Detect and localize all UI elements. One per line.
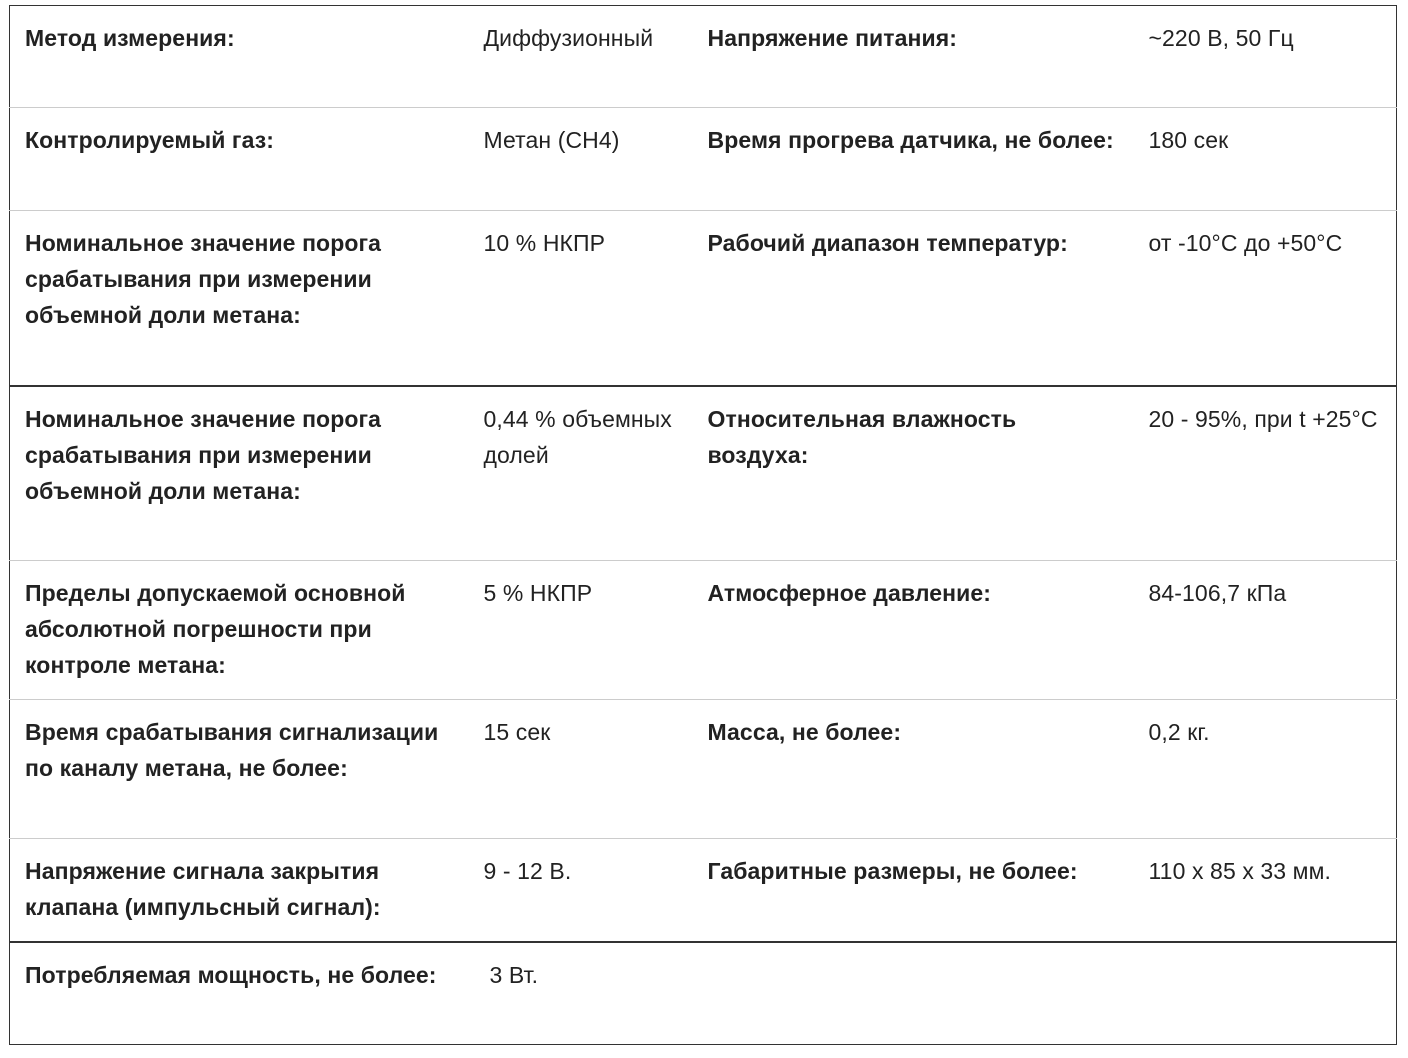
spec-value: 15 сек — [483, 719, 551, 745]
table-row — [10, 700, 1397, 839]
spec-value: 84-106,7 кПа — [1148, 580, 1287, 606]
spec-label: Пределы допускаемой основной абсолютной погрешности при контроле метана: — [25, 580, 406, 678]
specifications-table — [9, 5, 1397, 1045]
spec-value: 10 % НКПР — [483, 230, 606, 256]
spec-label — [10, 386, 469, 561]
spec-value: 180 сек — [1148, 127, 1229, 153]
spec-label: Время срабатывания сигнализации по каналу метана, не более: — [25, 719, 439, 781]
spec-label: Время прогрева датчика, не более: — [707, 127, 1114, 153]
table-row — [10, 561, 1397, 700]
spec-value: 110 х 85 х 33 мм. — [1148, 858, 1331, 884]
spec-label: Напряжение питания: — [707, 25, 958, 51]
table-row — [10, 942, 1397, 1045]
spec-value — [1134, 942, 1397, 1045]
spec-label: Габаритные размеры, не более: — [707, 858, 1078, 884]
spec-label — [693, 942, 1134, 1045]
spec-label: Рабочий диапазон температур: — [707, 230, 1068, 256]
spec-value: Метан (CH4) — [483, 127, 620, 153]
spec-label: Масса, не более: — [707, 719, 902, 745]
table-row — [10, 6, 1397, 108]
spec-label — [10, 211, 469, 386]
spec-label-line: Номинальное значение порога срабатывания при измерении — [25, 405, 382, 468]
spec-label-line: объемной доли метана: — [25, 302, 301, 328]
spec-label: Контролируемый газ: — [25, 127, 275, 153]
spec-label: Потребляемая мощность, не более: — [25, 961, 437, 988]
spec-value: 0,44 % объемных долей — [483, 405, 672, 468]
spec-value: 5 % НКПР — [483, 580, 593, 606]
spec-value: 9 - 12 В. — [483, 858, 572, 884]
spec-label-line: объемной доли метана: — [25, 477, 301, 504]
spec-label: Метод измерения: — [25, 25, 235, 51]
table-row — [10, 839, 1397, 942]
table-row — [10, 108, 1397, 211]
table-row — [10, 211, 1397, 386]
table-row — [10, 386, 1397, 561]
spec-value: 3 Вт. — [489, 961, 539, 988]
spec-label: Атмосферное давление: — [707, 580, 992, 606]
spec-label: Относительная влажность воздуха: — [707, 405, 1017, 468]
spec-value: от -10°С до +50°С — [1148, 230, 1343, 256]
spec-value: 0,2 кг. — [1148, 719, 1210, 745]
spec-value: Диффузионный — [483, 25, 654, 51]
spec-label: Напряжение сигнала закрытия клапана (импульсный сигнал): — [25, 858, 381, 920]
spec-value: 20 - 95%, при t +25°С — [1148, 405, 1378, 432]
spec-value: ~220 В, 50 Гц — [1148, 25, 1294, 51]
spec-label-line: Номинальное значение порога срабатывания при измерении — [25, 230, 382, 292]
